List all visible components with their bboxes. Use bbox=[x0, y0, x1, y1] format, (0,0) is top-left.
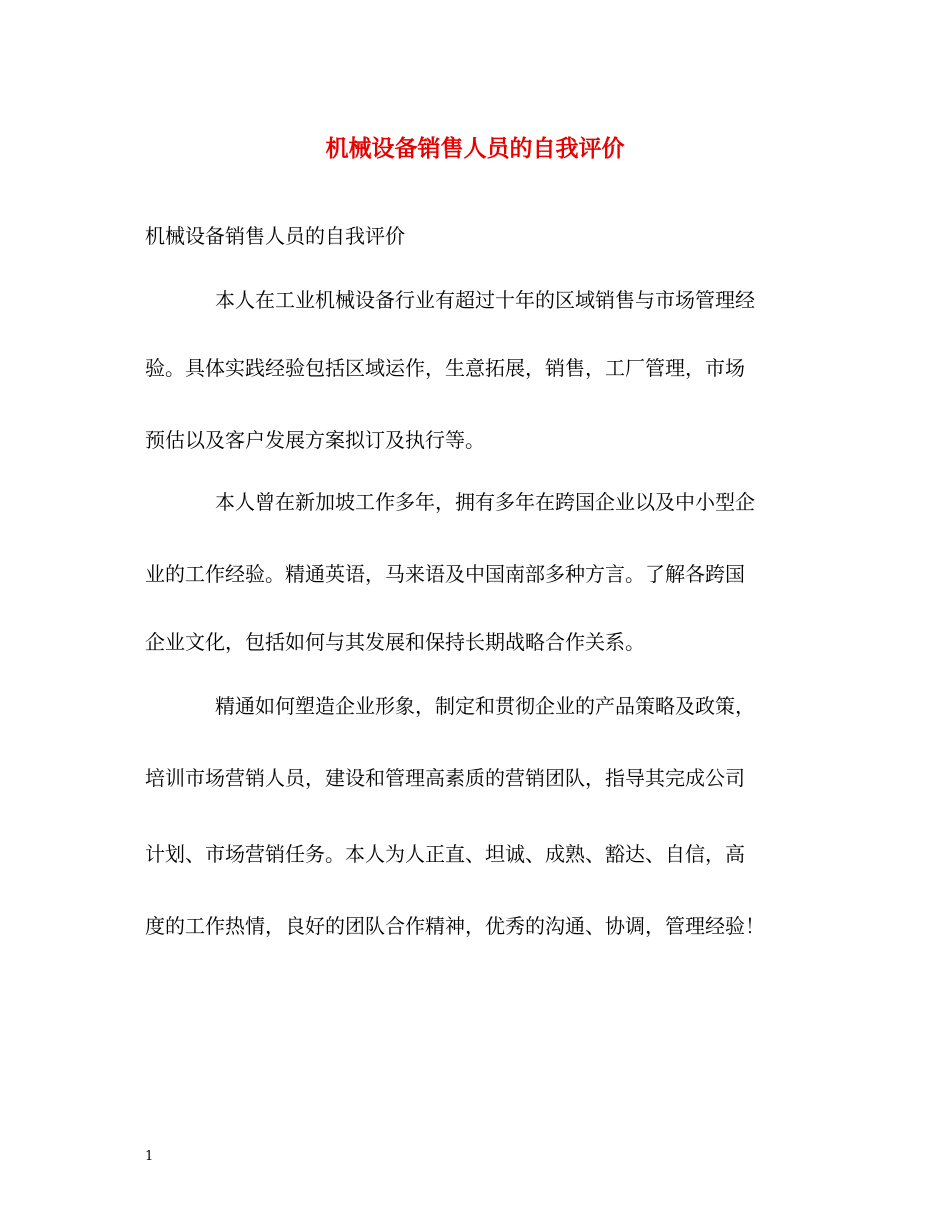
paragraph-1-line-3: 预估以及客户发展方案拟订及执行等。 bbox=[145, 428, 485, 452]
page-number: 1 bbox=[145, 1149, 154, 1164]
paragraph-1-line-2: 验。具体实践经验包括区域运作，生意拓展，销售，工厂管理，市场 bbox=[145, 356, 745, 380]
paragraph-2-line-3: 企业文化，包括如何与其发展和保持长期战略合作关系。 bbox=[145, 630, 645, 654]
document-subtitle: 机械设备销售人员的自我评价 bbox=[145, 224, 405, 248]
document-title: 机械设备销售人员的自我评价 bbox=[325, 135, 625, 162]
paragraph-3-line-2: 培训市场营销人员，建设和管理高素质的营销团队，指导其完成公司 bbox=[145, 766, 745, 790]
paragraph-2-line-1: 本人曾在新加坡工作多年，拥有多年在跨国企业以及中小型企 bbox=[215, 490, 755, 514]
paragraph-3-line-3: 计划、市场营销任务。本人为人正直、坦诚、成熟、豁达、自信，高 bbox=[145, 842, 745, 866]
paragraph-1-line-1: 本人在工业机械设备行业有超过十年的区域销售与市场管理经 bbox=[215, 288, 755, 312]
paragraph-2-line-2: 业的工作经验。精通英语，马来语及中国南部多种方言。了解各跨国 bbox=[145, 562, 745, 586]
paragraph-3-line-4: 度的工作热情，良好的团队合作精神，优秀的沟通、协调，管理经验！ bbox=[145, 914, 765, 938]
paragraph-3-line-1: 精通如何塑造企业形象，制定和贯彻企业的产品策略及政策， bbox=[215, 694, 755, 718]
